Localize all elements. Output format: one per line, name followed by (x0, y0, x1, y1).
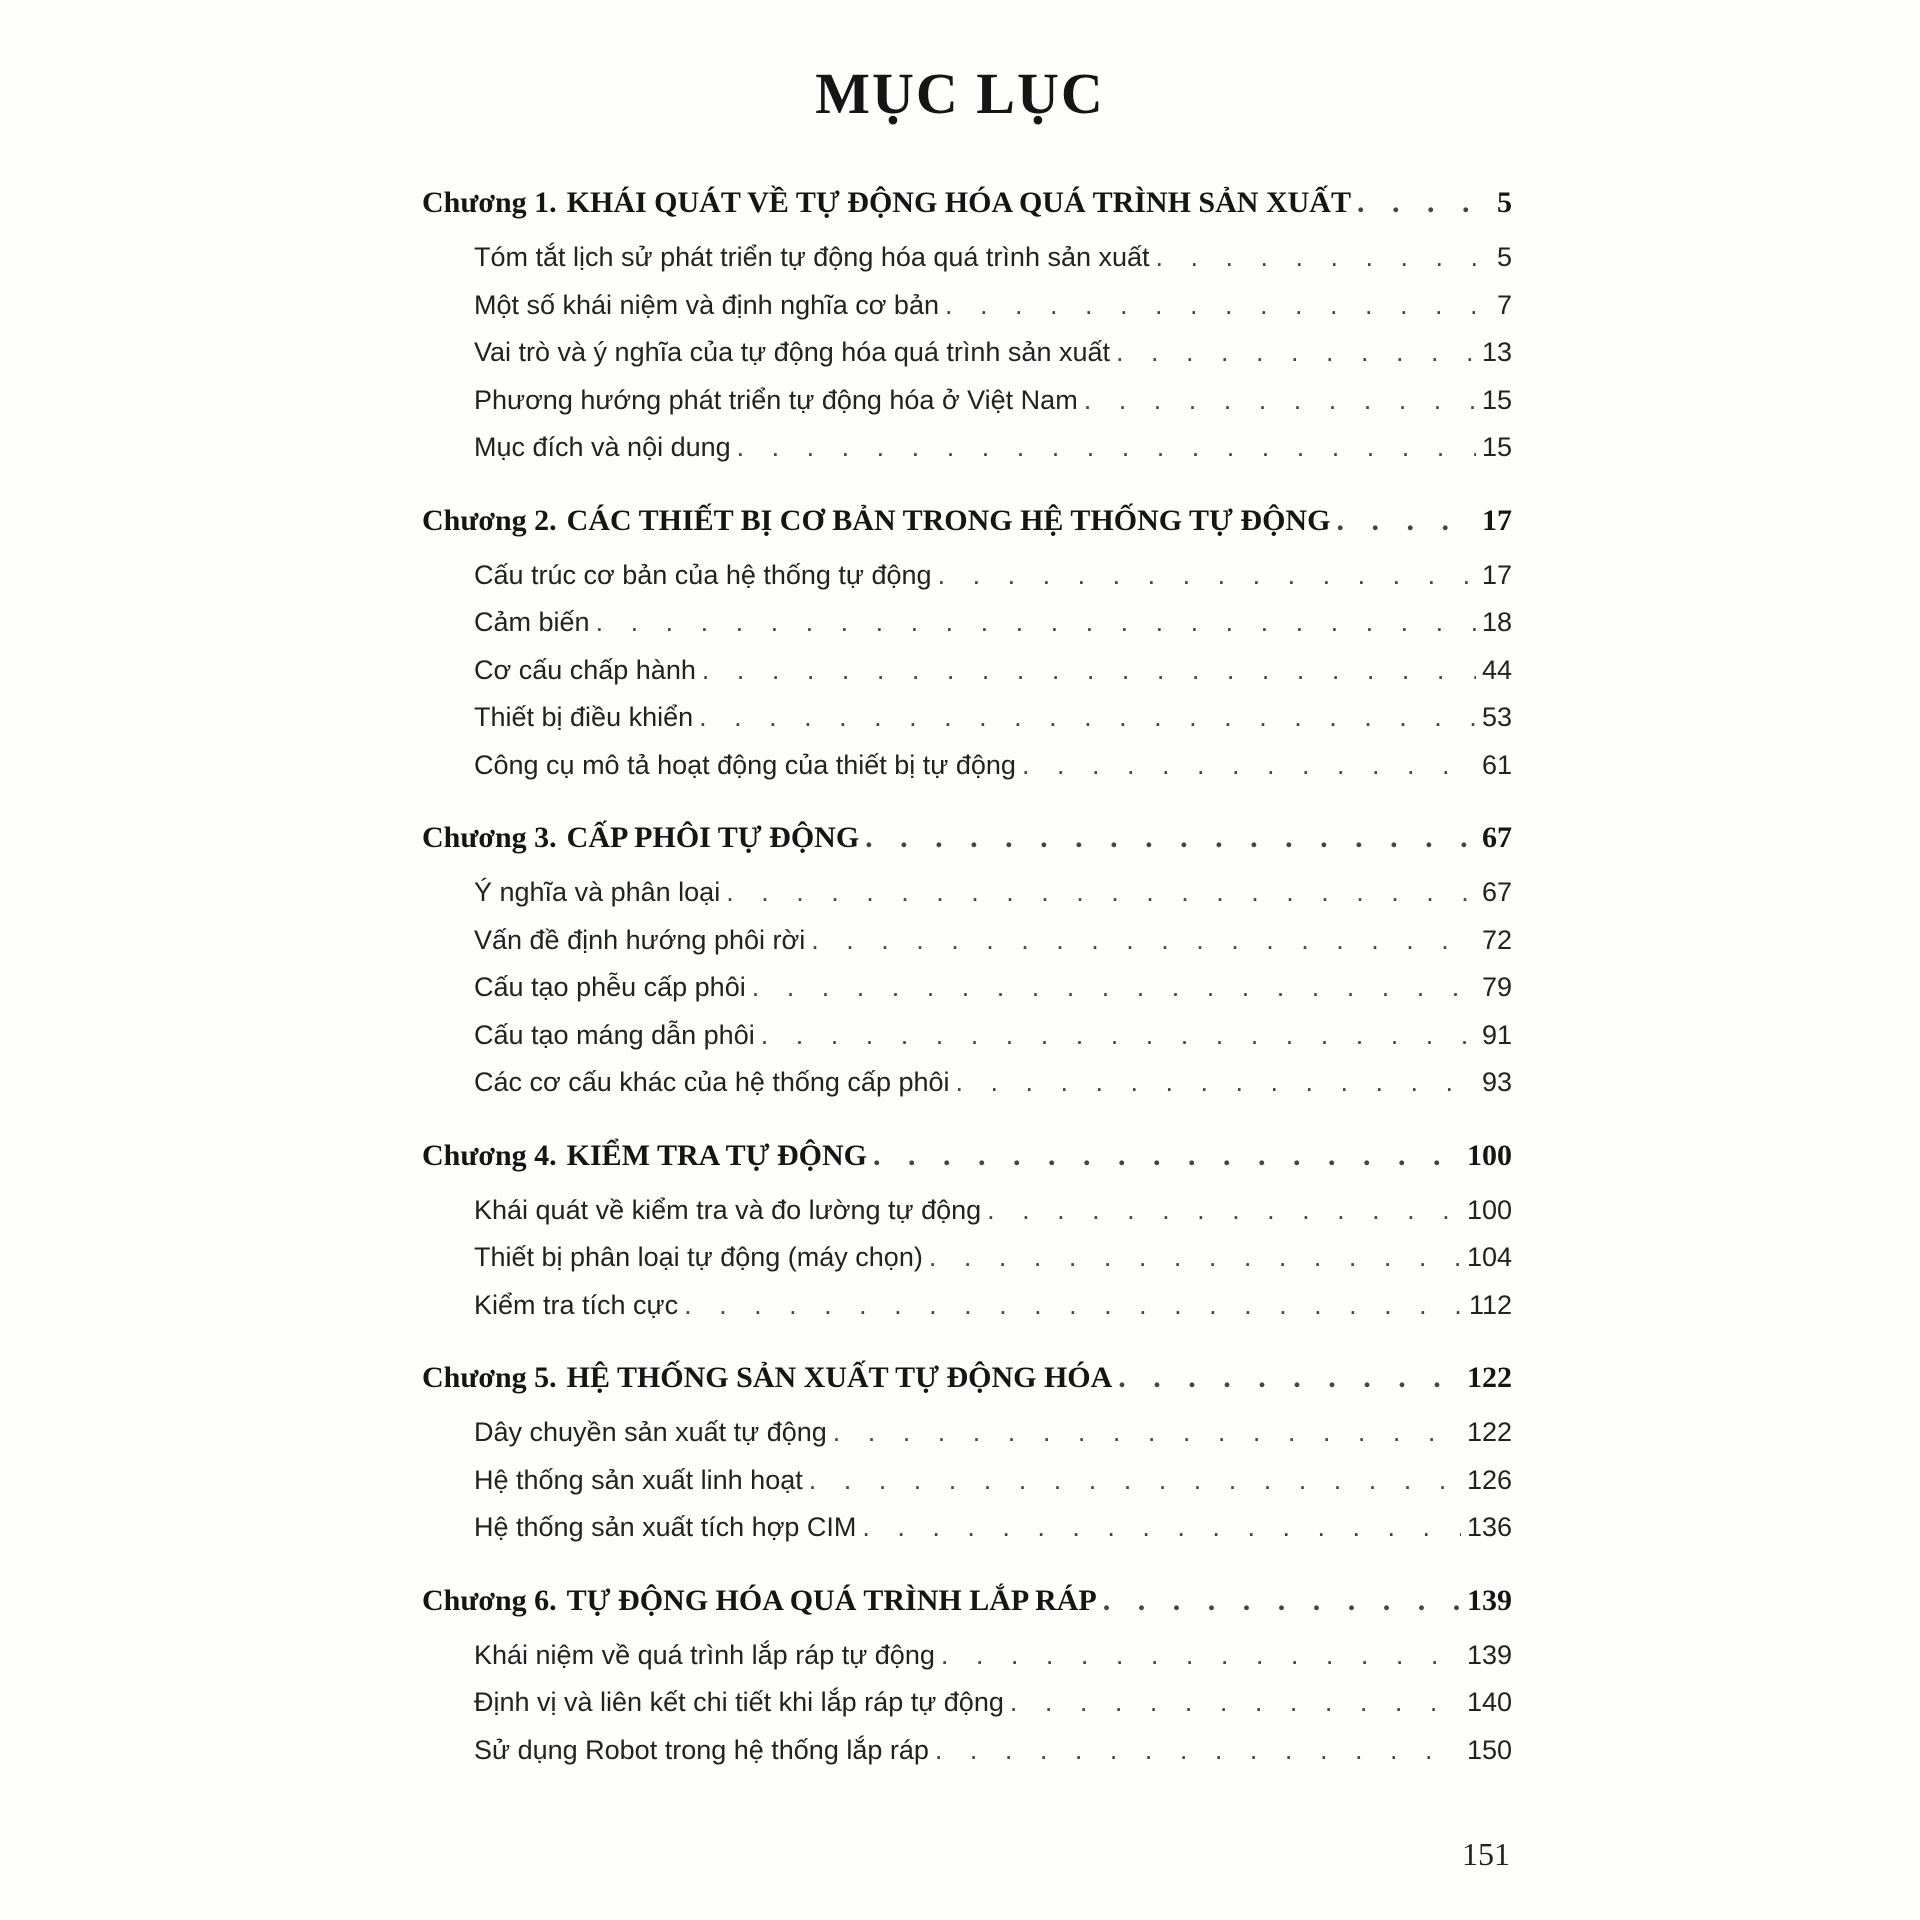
section-title: Thiết bị phân loại tự động (máy chọn) (474, 1242, 923, 1272)
section-entry (422, 1282, 1512, 1330)
dot-leader (1116, 329, 1476, 377)
section-page-number: 18 (1481, 607, 1512, 637)
section-page-number: 112 (1468, 1289, 1512, 1320)
section-title: Phương hướng phát triển tự động hóa ở Việt Nam (474, 384, 1078, 415)
section-title: Cấu trúc cơ bản của hệ thống tự động (474, 559, 932, 590)
section-entry (422, 599, 1512, 647)
section-entry (422, 1504, 1512, 1552)
dot-leader (956, 1059, 1476, 1107)
dot-leader (702, 647, 1476, 695)
section-title: Vấn đề định hướng phôi rời (474, 924, 806, 955)
section-entry (422, 1187, 1512, 1235)
section-title: Mục đích và nội dung (474, 432, 731, 462)
chapter-spacer (422, 472, 1512, 484)
section-page-number: 15 (1481, 384, 1512, 415)
toc-chapter (422, 490, 1512, 802)
section-page-number: 79 (1481, 972, 1512, 1002)
section-title: Một số khái niệm và định nghĩa cơ bản (474, 289, 939, 320)
section-title: Thiết bị điều khiển (474, 702, 694, 732)
chapter-page-number: 17 (1482, 503, 1512, 537)
section-page-number: 139 (1466, 1639, 1512, 1670)
chapter-label: Chương 4. (422, 1138, 557, 1172)
dot-leader (1084, 377, 1476, 425)
chapter-label: Chương 6. (422, 1583, 557, 1617)
toc-chapter (422, 1347, 1512, 1564)
toc-chapter (422, 1125, 1512, 1342)
chapter-page-number: 100 (1467, 1138, 1512, 1172)
dot-leader (1022, 742, 1476, 790)
dot-leader (809, 1457, 1461, 1505)
section-page-number: 126 (1466, 1464, 1512, 1495)
chapter-title: CÁC THIẾT BỊ CƠ BẢN TRONG HỆ THỐNG TỰ ĐỘNG (566, 503, 1331, 537)
toc-chapter (422, 807, 1512, 1119)
section-title: Hệ thống sản xuất linh hoạt (474, 1464, 803, 1495)
section-title: Sử dụng Robot trong hệ thống lắp ráp (474, 1734, 929, 1765)
dot-leader (726, 869, 1476, 917)
section-page-number: 136 (1466, 1512, 1512, 1542)
chapter-spacer (422, 1774, 1512, 1786)
section-entry (422, 869, 1512, 917)
section-page-number: 140 (1466, 1687, 1512, 1717)
section-page-number: 5 (1496, 242, 1512, 272)
chapter-spacer (422, 1329, 1512, 1341)
chapter-entry (422, 1570, 1512, 1632)
section-page-number: 93 (1481, 1067, 1512, 1097)
dot-leader (873, 1125, 1461, 1187)
chapter-label: Chương 1. (422, 186, 557, 219)
dot-leader (1336, 490, 1476, 552)
chapter-title: KHÁI QUÁT VỀ TỰ ĐỘNG HÓA QUÁ TRÌNH SẢN XUẤT (566, 186, 1351, 219)
dot-leader (1357, 172, 1491, 234)
section-page-number: 44 (1481, 654, 1512, 685)
chapter-title: CẤP PHÔI TỰ ĐỘNG (566, 821, 860, 854)
section-page-number: 7 (1496, 289, 1512, 320)
section-entry (422, 1727, 1512, 1775)
chapter-page-number: 67 (1482, 821, 1512, 854)
section-page-number: 67 (1481, 877, 1512, 907)
toc-chapter (422, 172, 1512, 484)
section-entry (422, 694, 1512, 742)
page-title: MỤC LỤC (815, 61, 1105, 126)
section-title: Các cơ cấu khác của hệ thống cấp phôi (474, 1067, 950, 1097)
chapter-title: TỰ ĐỘNG HÓA QUÁ TRÌNH LẮP RÁP (566, 1583, 1097, 1617)
section-title: Cấu tạo máng dẫn phôi (474, 1019, 755, 1050)
toc-chapter (422, 1570, 1512, 1787)
section-entry (422, 377, 1512, 425)
section-entry (422, 1457, 1512, 1505)
section-entry (422, 1234, 1512, 1282)
section-page-number: 100 (1466, 1194, 1512, 1225)
chapter-label: Chương 3. (422, 821, 557, 854)
section-page-number: 61 (1481, 749, 1512, 780)
dot-leader (941, 1632, 1461, 1680)
chapter-spacer (422, 1552, 1512, 1564)
section-entry (422, 1632, 1512, 1680)
section-entry (422, 1409, 1512, 1457)
section-entry (422, 964, 1512, 1012)
dot-leader (935, 1727, 1461, 1775)
section-entry (422, 1059, 1512, 1107)
dot-leader (752, 964, 1476, 1012)
chapter-page-number: 139 (1467, 1583, 1512, 1617)
section-entry (422, 1679, 1512, 1727)
section-entry (422, 917, 1512, 965)
section-entry (422, 234, 1512, 282)
section-entry (422, 329, 1512, 377)
section-entry (422, 647, 1512, 695)
dot-leader (945, 282, 1491, 330)
section-page-number: 17 (1481, 559, 1512, 590)
dot-leader (1010, 1679, 1461, 1727)
dot-leader (737, 424, 1476, 472)
section-page-number: 91 (1481, 1019, 1512, 1050)
dot-leader (833, 1409, 1461, 1457)
chapter-entry (422, 172, 1512, 234)
section-page-number: 15 (1481, 432, 1512, 462)
section-title: Khái niệm về quá trình lắp ráp tự động (474, 1639, 935, 1670)
dot-leader (1156, 234, 1491, 282)
chapter-spacer (422, 1107, 1512, 1119)
section-page-number: 53 (1481, 702, 1512, 732)
chapter-title: HỆ THỐNG SẢN XUẤT TỰ ĐỘNG HÓA (566, 1361, 1113, 1394)
section-page-number: 104 (1466, 1242, 1512, 1272)
dot-leader (684, 1282, 1463, 1330)
chapter-entry (422, 1347, 1512, 1409)
section-entry (422, 552, 1512, 600)
dot-leader (811, 917, 1476, 965)
section-title: Tóm tắt lịch sử phát triển tự động hóa quá trình sản xuất (474, 242, 1150, 272)
dot-leader (596, 599, 1476, 647)
section-title: Công cụ mô tả hoạt động của thiết bị tự động (474, 749, 1016, 780)
chapter-spacer (422, 789, 1512, 801)
dot-leader (938, 552, 1476, 600)
section-entry (422, 742, 1512, 790)
chapter-entry (422, 490, 1512, 552)
section-page-number: 122 (1466, 1417, 1512, 1447)
dot-leader (761, 1012, 1476, 1060)
dot-leader (1103, 1570, 1461, 1632)
section-title: Ý nghĩa và phân loại (474, 877, 721, 907)
page-number: 151 (1462, 1836, 1510, 1872)
section-page-number: 13 (1481, 337, 1512, 367)
chapter-label: Chương 2. (422, 503, 557, 537)
section-entry (422, 282, 1512, 330)
section-title: Dây chuyền sản xuất tự động (474, 1417, 827, 1447)
section-title: Vai trò và ý nghĩa của tự động hóa quá trình sản xuất (474, 337, 1110, 367)
section-title: Định vị và liên kết chi tiết khi lắp ráp tự động (474, 1687, 1004, 1717)
chapter-page-number: 122 (1467, 1361, 1512, 1394)
section-title: Hệ thống sản xuất tích hợp CIM (474, 1512, 857, 1542)
section-title: Khái quát về kiểm tra và đo lường tự động (474, 1194, 982, 1225)
chapter-entry (422, 1125, 1512, 1187)
chapter-label: Chương 5. (422, 1361, 557, 1394)
section-page-number: 150 (1466, 1734, 1512, 1765)
dot-leader (987, 1187, 1461, 1235)
section-title: Cấu tạo phễu cấp phôi (474, 972, 746, 1002)
dot-leader (929, 1234, 1461, 1282)
chapter-title: KIỂM TRA TỰ ĐỘNG (566, 1138, 867, 1172)
section-title: Kiểm tra tích cực (474, 1289, 679, 1320)
section-title: Cảm biến (474, 607, 590, 637)
table-of-contents (422, 172, 1512, 1792)
dot-leader (1118, 1347, 1461, 1409)
section-entry (422, 1012, 1512, 1060)
dot-leader (865, 807, 1476, 869)
section-page-number: 72 (1481, 924, 1512, 955)
chapter-entry (422, 807, 1512, 869)
section-title: Cơ cấu chấp hành (474, 654, 696, 685)
chapter-page-number: 5 (1497, 186, 1512, 219)
dot-leader (862, 1504, 1461, 1552)
section-entry (422, 424, 1512, 472)
dot-leader (699, 694, 1476, 742)
